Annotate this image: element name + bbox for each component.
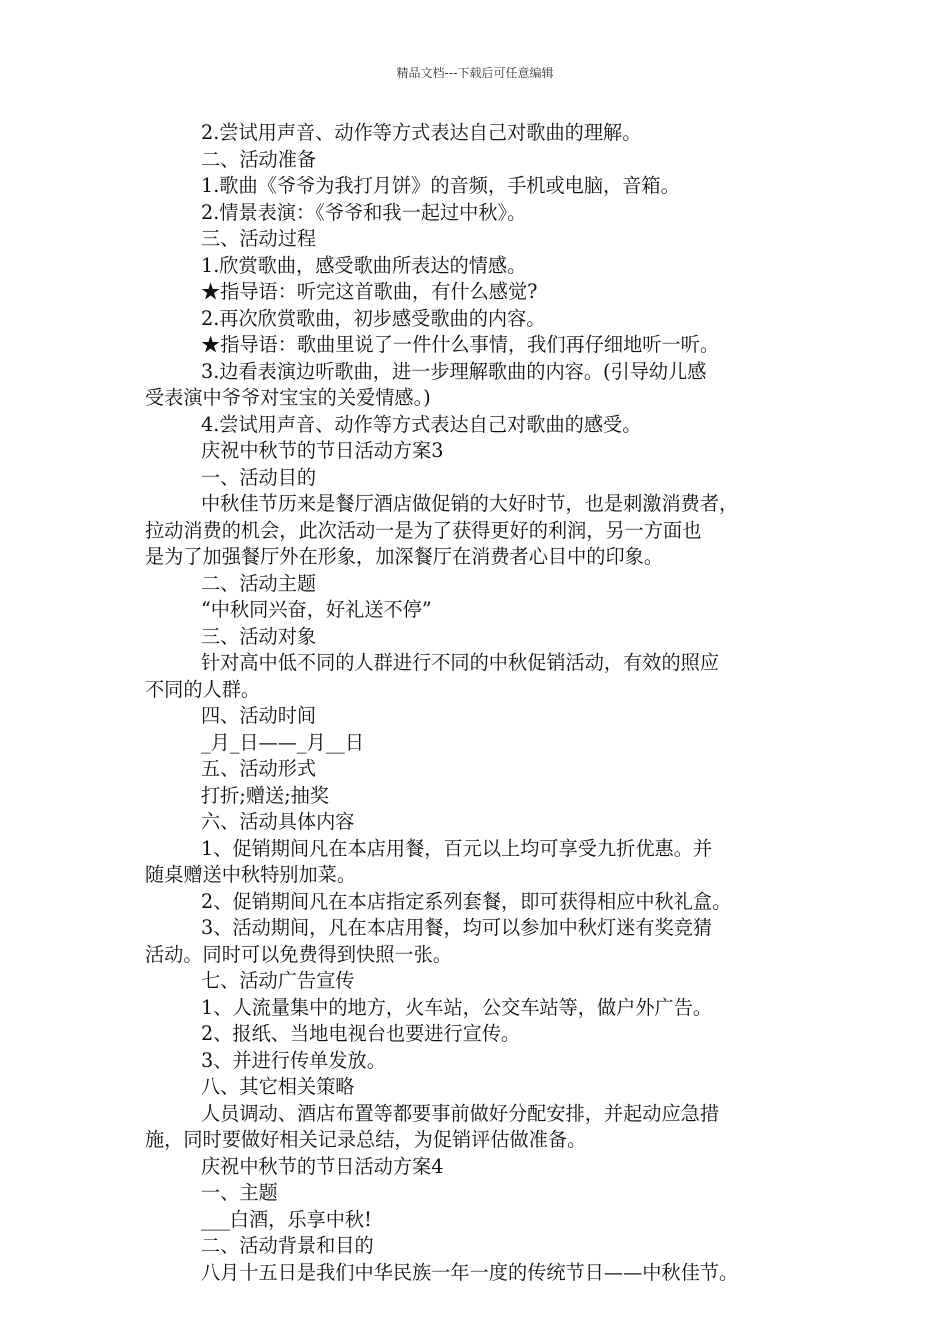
section-heading: 一、活动目的 <box>201 465 317 489</box>
paragraph-line: 针对高中低不同的人群进行不同的中秋促销活动，有效的照应 <box>201 651 720 674</box>
paragraph-line: 1、促销期间凡在本店用餐，百元以上均可享受九折优惠。并 <box>201 836 713 860</box>
paragraph-line: 3、并进行传单发放。 <box>201 1048 386 1072</box>
paragraph-line: 1.歌曲《爷爷为我打月饼》的音频，手机或电脑，音箱。 <box>201 174 680 197</box>
paragraph-line: ★指导语：听完这首歌曲，有什么感觉? <box>201 280 538 303</box>
paragraph-line: 3、活动期间，凡在本店用餐，均可以参加中秋灯迷有奖竞猜 <box>201 916 713 939</box>
document-body <box>145 120 835 1286</box>
section-heading: 四、活动时间 <box>201 704 317 727</box>
section-heading: 五、活动形式 <box>201 757 317 780</box>
paragraph-line: 活动。同时可以免费得到快照一张。 <box>145 942 452 966</box>
paragraph-line: 不同的人群。 <box>145 677 261 701</box>
plan-title: 庆祝中秋节的节日活动方案3 <box>201 439 444 462</box>
section-heading: 八、其它相关策略 <box>201 1075 355 1098</box>
paragraph-line: 1.欣赏歌曲，感受歌曲所表达的情感。 <box>201 253 527 277</box>
paragraph-line: 2、促销期间凡在本店指定系列套餐，即可获得相应中秋礼盒。 <box>201 889 732 913</box>
paragraph-line: “中秋同兴奋，好礼送不停” <box>201 598 432 621</box>
section-heading: 七、活动广告宣传 <box>201 969 355 992</box>
section-heading: 一、主题 <box>201 1181 278 1204</box>
section-heading: 六、活动具体内容 <box>201 810 355 833</box>
paragraph-line: 1、人流量集中的地方，火车站，公交车站等，做户外广告。 <box>201 995 713 1019</box>
paragraph-line: 中秋佳节历来是餐厅酒店做促销的大好时节，也是刺激消费者， <box>201 492 739 515</box>
section-heading: 三、活动对象 <box>201 624 317 648</box>
paragraph-line: 施，同时要做好相关记录总结，为促销评估做准备。 <box>145 1128 587 1151</box>
paragraph-line: ★指导语：歌曲里说了一件什么事情，我们再仔细地听一听。 <box>201 333 720 356</box>
paragraph-line: 受表演中爷爷对宝宝的关爱情感。) <box>145 386 431 409</box>
paragraph-line: ___白酒，乐享中秋! <box>201 1207 372 1231</box>
paragraph-line: 2、报纸、当地电视台也要进行宣传。 <box>201 1022 521 1045</box>
paragraph-line: 3.边看表演边听歌曲，进一步理解歌曲的内容。(引导幼儿感 <box>201 359 707 383</box>
section-heading: 三、活动过程 <box>201 227 317 250</box>
paragraph-line: 2.情景表演：《爷爷和我一起过中秋》。 <box>201 200 527 224</box>
plan-title: 庆祝中秋节的节日活动方案4 <box>201 1154 444 1178</box>
paragraph-line: 打折;赠送;抽奖 <box>201 783 330 807</box>
paragraph-line: 八月十五日是我们中华民族一年一度的传统节日——中秋佳节。 <box>201 1260 739 1284</box>
paragraph-line: 拉动消费的机会，此次活动一是为了获得更好的利润，另一方面也 <box>145 518 702 542</box>
document-header-note: 精品文档---下载后可任意编辑 <box>396 66 554 80</box>
paragraph-line: _月_日——_月__日 <box>201 730 365 754</box>
paragraph-line: 4.尝试用声音、动作等方式表达自己对歌曲的感受。 <box>201 412 642 436</box>
paragraph-line: 人员调动、酒店布置等都要事前做好分配安排，并起动应急措 <box>201 1101 720 1125</box>
section-heading: 二、活动准备 <box>201 147 317 171</box>
section-heading: 二、活动背景和目的 <box>201 1234 374 1257</box>
paragraph-line: 2.再次欣赏歌曲，初步感受歌曲的内容。 <box>201 306 546 330</box>
paragraph-line: 是为了加强餐厅外在形象，加深餐厅在消费者心目中的印象。 <box>145 545 664 568</box>
paragraph-line: 随桌赠送中秋特别加菜。 <box>145 863 357 886</box>
paragraph-line: 2.尝试用声音、动作等方式表达自己对歌曲的理解。 <box>201 121 642 144</box>
section-heading: 二、活动主题 <box>201 571 317 595</box>
